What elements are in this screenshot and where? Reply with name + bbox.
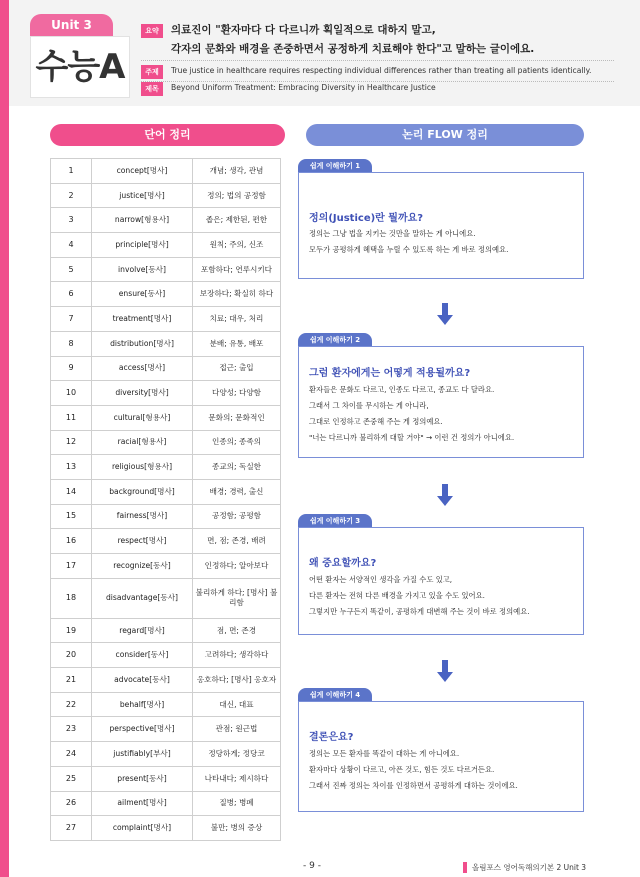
- vocab-row: [51, 554, 281, 579]
- vocab-number: 17: [51, 554, 92, 579]
- step-2-line: 그대로 인정하고 존중해 주는 게 정의예요.: [309, 417, 443, 426]
- step-3-box: [298, 527, 584, 635]
- vocab-meaning: 대신, 대표: [193, 692, 281, 717]
- step-2-line: "너는 다르니까 불리하게 대할 거야" → 이런 건 정의가 아니에요.: [309, 433, 515, 442]
- vocab-row: [51, 430, 281, 455]
- vocab-number: 5: [51, 257, 92, 282]
- step-3-label: 쉽게 이해하기 3: [298, 514, 372, 529]
- vocab-row: [51, 381, 281, 406]
- summary-tag: 요약: [141, 24, 163, 38]
- step-2-line: 그래서 그 차이를 무시하는 게 아니라,: [309, 401, 429, 410]
- vocab-number: 6: [51, 282, 92, 307]
- vocab-number: 16: [51, 529, 92, 554]
- vocab-number: 12: [51, 430, 92, 455]
- vocab-meaning: 치료; 대우, 처리: [193, 307, 281, 332]
- vocab-word: treatment[명사]: [92, 307, 193, 332]
- vocab-row: [51, 356, 281, 381]
- vocab-number: 9: [51, 356, 92, 381]
- vocab-word: present[동사]: [92, 766, 193, 791]
- vocab-meaning: 정당하게; 정당코: [193, 742, 281, 767]
- vocab-row: [51, 307, 281, 332]
- step-1-label: 쉽게 이해하기 1: [298, 159, 372, 174]
- vocab-meaning: 원칙; 주의, 신조: [193, 233, 281, 258]
- vocab-word: consider[동사]: [92, 643, 193, 668]
- vocab-meaning: 좁은; 제한된, 편한: [193, 208, 281, 233]
- vocab-word: respect[명사]: [92, 529, 193, 554]
- vocab-number: 11: [51, 405, 92, 430]
- vocab-row: [51, 331, 281, 356]
- vocab-meaning: 옹호하다; [명사] 옹호자: [193, 668, 281, 693]
- vocab-meaning: 보장하다; 확실히 하다: [193, 282, 281, 307]
- vocab-word: narrow[형용사]: [92, 208, 193, 233]
- vocab-word: involve[동사]: [92, 257, 193, 282]
- vocab-row: [51, 479, 281, 504]
- summary-line-1: 의료진이 "환자마다 다 다르니까 획일적으로 대하지 말고,: [171, 24, 436, 36]
- vocab-word: advocate[동사]: [92, 668, 193, 693]
- vocab-word: justifiably[부사]: [92, 742, 193, 767]
- step-4-line: 환자마다 상황이 다르고, 아픈 것도, 힘든 것도 다르거든요.: [309, 765, 495, 774]
- vocab-number: 2: [51, 183, 92, 208]
- vocab-word: access[명사]: [92, 356, 193, 381]
- topic-text: True justice in healthcare requires respecting individual differences rather than treating all patients identically.: [171, 66, 592, 75]
- vocab-meaning: 다양성; 다양함: [193, 381, 281, 406]
- vocab-meaning: 질병; 병폐: [193, 791, 281, 816]
- vocab-number: 7: [51, 307, 92, 332]
- step-1-line: 모두가 공평하게 혜택을 누릴 수 있도록 하는 게 바로 정의예요.: [309, 245, 509, 254]
- down-arrow-icon: [437, 484, 453, 506]
- vocab-meaning: 문화의; 문화적인: [193, 405, 281, 430]
- vocab-number: 22: [51, 692, 92, 717]
- vocab-word: religious[형용사]: [92, 455, 193, 480]
- vocab-word: behalf[명사]: [92, 692, 193, 717]
- vocab-heading: 단어 정리: [50, 124, 285, 146]
- vocab-meaning: 종교의; 독실한: [193, 455, 281, 480]
- page-number: - 9 -: [303, 861, 321, 871]
- step-1-question: 정의(Justice)란 뭘까요?: [309, 213, 424, 224]
- vocab-row: [51, 816, 281, 841]
- vocab-row: [51, 618, 281, 643]
- step-4-line: 정의는 모든 환자를 똑같이 대하는 게 아니에요.: [309, 749, 460, 758]
- vocab-number: 19: [51, 618, 92, 643]
- vocab-meaning: 불리하게 하다; [명사] 불리함: [193, 578, 281, 618]
- step-3-line: 어떤 환자는 서양적인 생각을 가질 수도 있고,: [309, 575, 453, 584]
- vocab-number: 20: [51, 643, 92, 668]
- vocab-number: 18: [51, 578, 92, 618]
- step-4-line: 그래서 진짜 정의는 차이를 인정하면서 공평하게 대하는 것이에요.: [309, 781, 518, 790]
- vocab-row: [51, 766, 281, 791]
- vocab-meaning: 나타내다; 제시하다: [193, 766, 281, 791]
- vocab-meaning: 인정하다; 알아보다: [193, 554, 281, 579]
- footer-book-title: 올림포스 영어독해의기본 2 Unit 3: [472, 863, 587, 872]
- vocab-word: complaint[명사]: [92, 816, 193, 841]
- step-4-label: 쉽게 이해하기 4: [298, 688, 372, 703]
- down-arrow-icon: [437, 303, 453, 325]
- vocab-row: [51, 529, 281, 554]
- vocab-word: diversity[명사]: [92, 381, 193, 406]
- vocab-word: perspective[명사]: [92, 717, 193, 742]
- vocab-word: ailment[명사]: [92, 791, 193, 816]
- vocab-word: concept[명사]: [92, 159, 193, 184]
- vocab-number: 13: [51, 455, 92, 480]
- vocab-number: 8: [51, 331, 92, 356]
- footer-mark: [463, 862, 467, 873]
- vocab-meaning: 면, 점; 존경, 배려: [193, 529, 281, 554]
- vocab-word: regard[명사]: [92, 618, 193, 643]
- vocab-meaning: 불만; 병의 증상: [193, 816, 281, 841]
- step-4-question: 결론은요?: [309, 732, 354, 743]
- vocab-table: [50, 158, 281, 841]
- step-3-question: 왜 중요할까요?: [309, 558, 377, 569]
- vocab-meaning: 고려하다; 생각하다: [193, 643, 281, 668]
- vocab-row: [51, 233, 281, 258]
- vocab-word: principle[명사]: [92, 233, 193, 258]
- vocab-word: cultural[형용사]: [92, 405, 193, 430]
- topic-tag: 주제: [141, 65, 163, 79]
- vocab-meaning: 포함하다; 연루시키다: [193, 257, 281, 282]
- step-2-question: 그럼 환자에게는 어떻게 적용될까요?: [309, 368, 471, 379]
- vocab-number: 10: [51, 381, 92, 406]
- vocab-meaning: 공정함; 공평함: [193, 504, 281, 529]
- vocab-number: 23: [51, 717, 92, 742]
- vocab-row: [51, 668, 281, 693]
- vocab-word: fairness[명사]: [92, 504, 193, 529]
- vocab-number: 1: [51, 159, 92, 184]
- vocab-meaning: 배경; 경력, 출신: [193, 479, 281, 504]
- unit-title: 수능A: [30, 36, 130, 98]
- vocab-meaning: 정의; 법의 공정함: [193, 183, 281, 208]
- flow-heading: 논리 FLOW 정리: [306, 124, 584, 146]
- left-accent-bar: [0, 0, 9, 877]
- vocab-row: [51, 208, 281, 233]
- unit-tab: Unit 3: [30, 14, 113, 36]
- vocab-word: racial[형용사]: [92, 430, 193, 455]
- vocab-word: ensure[동사]: [92, 282, 193, 307]
- down-arrow-icon: [437, 660, 453, 682]
- vocab-meaning: 분배; 유통, 배포: [193, 331, 281, 356]
- vocab-number: 25: [51, 766, 92, 791]
- vocab-row: [51, 643, 281, 668]
- vocab-row: [51, 742, 281, 767]
- vocab-number: 3: [51, 208, 92, 233]
- vocab-word: distribution[명사]: [92, 331, 193, 356]
- step-2-label: 쉽게 이해하기 2: [298, 333, 372, 348]
- vocab-row: [51, 282, 281, 307]
- title-tag: 제목: [141, 82, 163, 96]
- vocab-meaning: 인종의; 종족의: [193, 430, 281, 455]
- vocab-row: [51, 692, 281, 717]
- vocab-number: 4: [51, 233, 92, 258]
- step-1-box: [298, 172, 584, 279]
- vocab-meaning: 개념; 생각, 관념: [193, 159, 281, 184]
- vocab-word: disadvantage[동사]: [92, 578, 193, 618]
- step-2-line: 환자들은 문화도 다르고, 인종도 다르고, 종교도 다 달라요.: [309, 385, 495, 394]
- header-divider: [141, 81, 614, 82]
- title-text: Beyond Uniform Treatment: Embracing Diversity in Healthcare Justice: [171, 83, 436, 92]
- vocab-word: recognize[동사]: [92, 554, 193, 579]
- vocab-row: [51, 504, 281, 529]
- summary-line-2: 각자의 문화와 배경을 존중하면서 공정하게 치료해야 한다"고 말하는 글이에요.: [171, 43, 535, 55]
- vocab-row: [51, 717, 281, 742]
- vocab-row: [51, 159, 281, 184]
- step-4-box: [298, 701, 584, 812]
- vocab-row: [51, 455, 281, 480]
- vocab-number: 15: [51, 504, 92, 529]
- vocab-number: 24: [51, 742, 92, 767]
- vocab-number: 27: [51, 816, 92, 841]
- step-3-line: 그렇지만 누구든지 똑같이, 공평하게 대변해 주는 것이 바로 정의예요.: [309, 607, 530, 616]
- vocab-number: 21: [51, 668, 92, 693]
- step-3-line: 다른 환자는 전혀 다른 배경을 가지고 있을 수도 있어요.: [309, 591, 485, 600]
- vocab-row: [51, 791, 281, 816]
- vocab-meaning: 접근; 출입: [193, 356, 281, 381]
- step-2-box: [298, 346, 584, 458]
- step-1-line: 정의는 그냥 법을 지키는 것만을 말하는 게 아니에요.: [309, 229, 476, 238]
- header-divider: [141, 60, 614, 61]
- vocab-meaning: 점, 면; 존경: [193, 618, 281, 643]
- vocab-row: [51, 578, 281, 618]
- vocab-meaning: 관점; 원근법: [193, 717, 281, 742]
- vocab-number: 14: [51, 479, 92, 504]
- vocab-number: 26: [51, 791, 92, 816]
- vocab-word: background[명사]: [92, 479, 193, 504]
- vocab-row: [51, 257, 281, 282]
- vocab-row: [51, 405, 281, 430]
- vocab-row: [51, 183, 281, 208]
- vocab-word: justice[명사]: [92, 183, 193, 208]
